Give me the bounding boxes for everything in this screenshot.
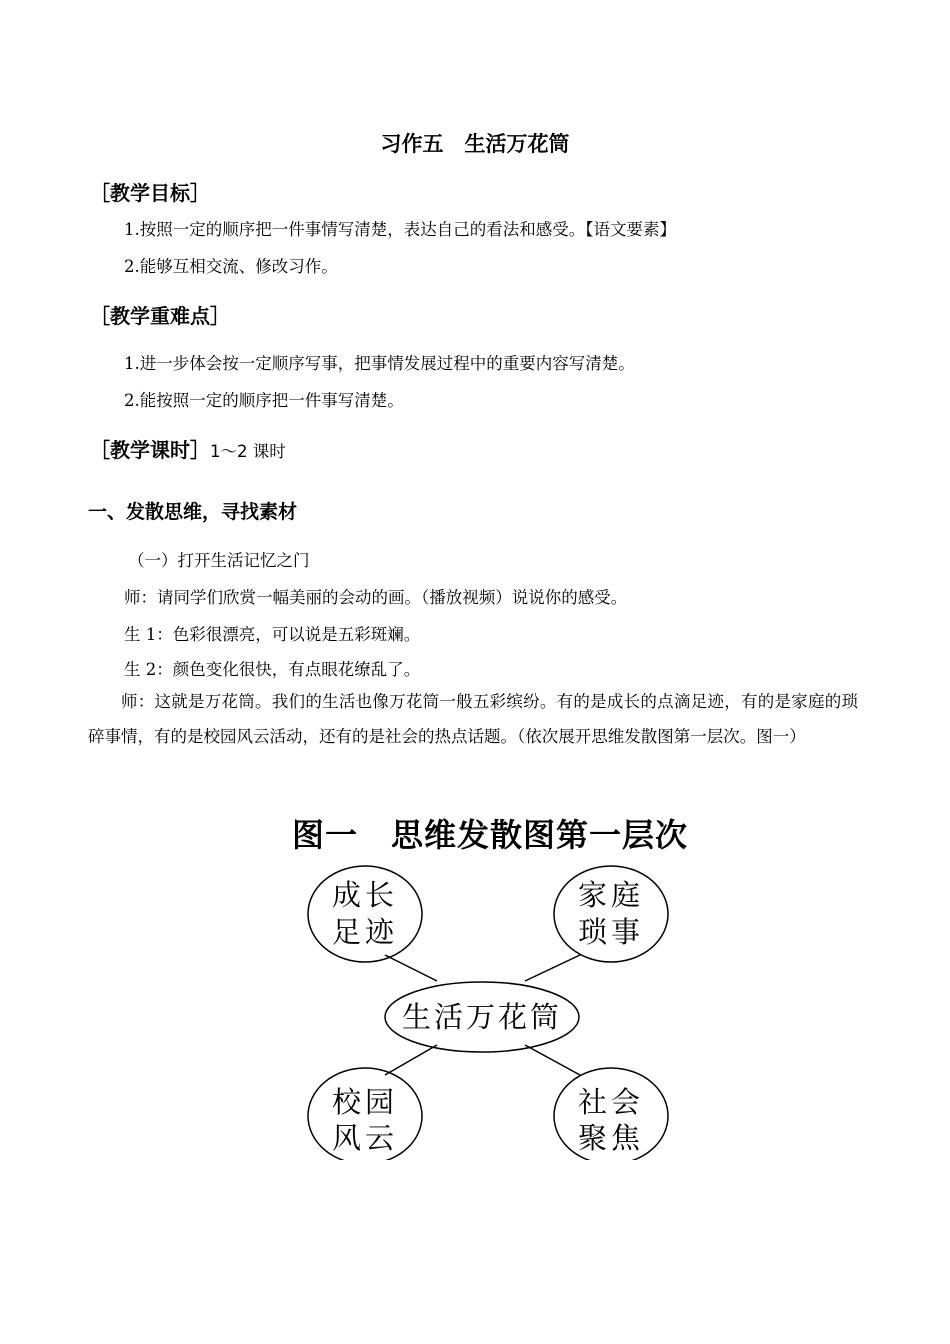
node-top-right-line-1: 家庭 xyxy=(577,878,645,912)
connector-top-left xyxy=(385,955,437,981)
objective-item-2: 2.能够互相交流、修改习作。 xyxy=(124,257,338,276)
node-bottom-left-line-2: 风云 xyxy=(331,1121,399,1155)
connector-bottom-right xyxy=(525,1045,580,1075)
node-bottom-left-line-1: 校园 xyxy=(331,1085,399,1119)
node-top-left-line-2: 足迹 xyxy=(331,915,399,949)
node-top-right-line-2: 琐事 xyxy=(577,915,645,949)
node-bottom-right-line-2: 聚焦 xyxy=(577,1121,645,1155)
page-title: 习作五 生活万花筒 xyxy=(380,132,570,156)
node-top-left-line-1: 成长 xyxy=(331,878,399,912)
key-point-item-1: 1.进一步体会按一定顺序写事，把事情发展过程中的重要内容写清楚。 xyxy=(124,354,635,373)
dialogue-line-3: 生 2：颜色变化很快，有点眼花缭乱了。 xyxy=(124,660,421,679)
center-node-label: 生活万花筒 xyxy=(401,1000,563,1034)
periods-heading: ［教学课时］ xyxy=(90,438,210,462)
periods-value: 1～2 课时 xyxy=(210,442,286,461)
part1-subheading: （一）打开生活记忆之门 xyxy=(128,551,310,570)
dialogue-paragraph: 师：这就是万花筒。我们的生活也像万花筒一般五彩缤纷。有的是成长的点滴足迹，有的是家庭的琐碎事情，有的是校园风云活动，还有的是社会的热点话题。（依次展开思维发散图第一层次。图一） xyxy=(88,692,858,746)
objective-item-1: 1.按照一定的顺序把一件事情写清楚，表达自己的看法和感受。【语文要素】 xyxy=(124,220,676,239)
key-points-heading: ［教学重难点］ xyxy=(90,304,230,328)
figure-title: 图一 思维发散图第一层次 xyxy=(291,816,688,854)
periods-row xyxy=(90,434,286,463)
mind-map-diagram xyxy=(280,860,680,1160)
objectives-heading: ［教学目标］ xyxy=(90,181,210,205)
dialogue-line-1: 师：请同学们欣赏一幅美丽的会动的画。（播放视频）说说你的感受。 xyxy=(124,588,628,607)
part1-heading: 一、发散思维，寻找素材 xyxy=(88,501,298,523)
node-bottom-right-line-1: 社会 xyxy=(577,1085,645,1119)
dialogue-line-2: 生 1：色彩很漂亮，可以说是五彩斑斓。 xyxy=(124,625,421,644)
connector-top-right xyxy=(525,955,580,981)
connector-bottom-left xyxy=(385,1045,437,1075)
key-point-item-2: 2.能按照一定的顺序把一件事写清楚。 xyxy=(124,391,404,410)
